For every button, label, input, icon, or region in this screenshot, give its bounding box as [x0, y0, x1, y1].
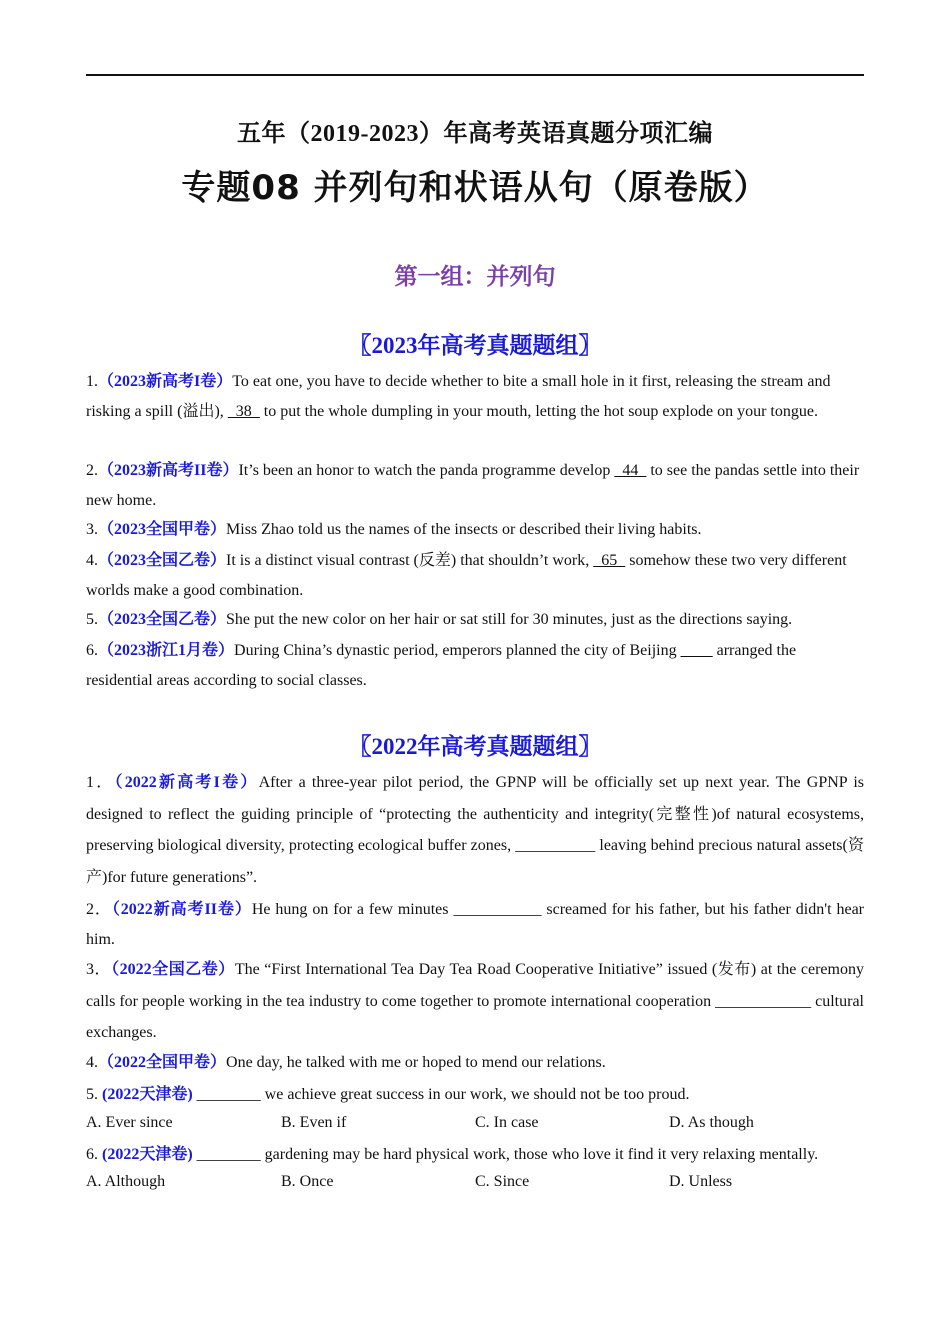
question-2023-3: 3.（2023全国甲卷）Miss Zhao told us the names of the insects or described their living habits.: [86, 521, 702, 538]
options-row-2022-5: [86, 1114, 864, 1138]
group-title: 第一组：并列句: [394, 264, 556, 290]
question-2022-1: 1．（2022新高考I卷）After a three-year pilot period, the GPNP will be officially set up next year. The GPNP is designed to reflect the guiding principle of “protecting the authenticity and integrity(完整性)of natural ecosystems, preserving biological diversity, protecting ecological buffer zones, __________ leaving behind precious natural assets(资产)for future generations”.: [86, 774, 864, 886]
option-c: C. In case: [475, 1114, 539, 1131]
option-d: D. As though: [669, 1114, 754, 1131]
answer-blank: ____________: [715, 992, 812, 1010]
question-source-tag: （2023新高考I卷）: [98, 373, 233, 390]
question-2022-2: 2．（2022新高考II卷）He hung on for a few minutes ___________ screamed for his father, but his father didn't hear him.: [86, 901, 864, 948]
option-b: B. Once: [281, 1173, 334, 1190]
question-source-tag: （2022新高考II卷）: [111, 901, 252, 918]
super-title: 五年（2019-2023）年高考英语真题分项汇编: [237, 121, 713, 147]
option-a: A. Ever since: [86, 1114, 173, 1131]
question-2022-5: 5. (2022天津卷) ________ we achieve great success in our work, we should not be too proud.: [86, 1086, 690, 1103]
question-source-tag: （2023全国甲卷）: [98, 521, 227, 538]
options-row-2022-6: [86, 1173, 864, 1197]
answer-blank: 65: [593, 552, 626, 569]
answer-blank: __________: [515, 837, 596, 854]
question-2022-6: 6. (2022天津卷) ________ gardening may be hard physical work, those who love it find it very relaxing mentally.: [86, 1146, 819, 1163]
question-2022-4: 4.（2022全国甲卷）One day, he talked with me or hoped to mend our relations.: [86, 1054, 606, 1071]
question-source-tag: （2023新高考II卷）: [98, 462, 239, 479]
question-source-tag: （2023全国乙卷）: [98, 611, 227, 628]
option-a: A. Although: [86, 1173, 166, 1190]
answer-blank: ________: [196, 1146, 261, 1163]
answer-blank: ___________: [453, 901, 542, 918]
question-2023-1: 1.（2023新高考I卷）To eat one, you have to decide whether to bite a small hole in it first, releasing the stream and risking a spill (溢出), 38 to put the whole dumpling in your mouth, letting the hot soup explode on your tongue.: [86, 373, 831, 420]
question-source-tag: (2022天津卷): [98, 1146, 197, 1163]
section-heading-2022: 〖2022年高考真题题组〗: [348, 734, 602, 759]
question-source-tag: （2022全国乙卷）: [111, 961, 235, 978]
answer-blank: 44: [614, 462, 647, 479]
option-c: C. Since: [475, 1173, 530, 1190]
question-2023-2: 2.（2023新高考II卷）It’s been an honor to watch the panda programme develop 44 to see the pandas settle into their new home.: [86, 462, 860, 509]
header-rule: [86, 74, 864, 76]
question-source-tag: （2023浙江1月卷）: [98, 642, 235, 659]
section-heading-2023: 〖2023年高考真题题组〗: [348, 333, 602, 358]
question-2023-6: 6.（2023浙江1月卷）During China’s dynastic period, emperors planned the city of Beijing ____ arranged the residential areas according to social classes.: [86, 642, 797, 689]
answer-blank: 38: [227, 402, 260, 420]
question-source-tag: （2022新高考I卷）: [114, 774, 259, 791]
answer-blank: ____: [680, 642, 713, 659]
question-2023-5: 5.（2023全国乙卷）She put the new color on her hair or sat still for 30 minutes, just as the directions saying.: [86, 611, 793, 628]
option-b: B. Even if: [281, 1114, 347, 1131]
option-d: D. Unless: [669, 1173, 733, 1190]
question-source-tag: （2022全国甲卷）: [98, 1054, 227, 1071]
page-title: 专题08 并列句和状语从句（原卷版）: [181, 168, 769, 208]
question-source-tag: (2022天津卷): [98, 1086, 197, 1103]
answer-blank: ________: [196, 1086, 261, 1103]
question-2022-3: 3．（2022全国乙卷）The “First International Tea Day Tea Road Cooperative Initiative” issued (发布) at the ceremony calls for people working in the tea industry to come together to promote international cooperation ____________ cultural exchanges.: [86, 961, 865, 1041]
question-source-tag: （2023全国乙卷）: [98, 552, 227, 569]
question-2023-4: 4.（2023全国乙卷）It is a distinct visual contrast (反差) that shouldn’t work, 65 somehow these two very different worlds make a good combination.: [86, 552, 847, 599]
